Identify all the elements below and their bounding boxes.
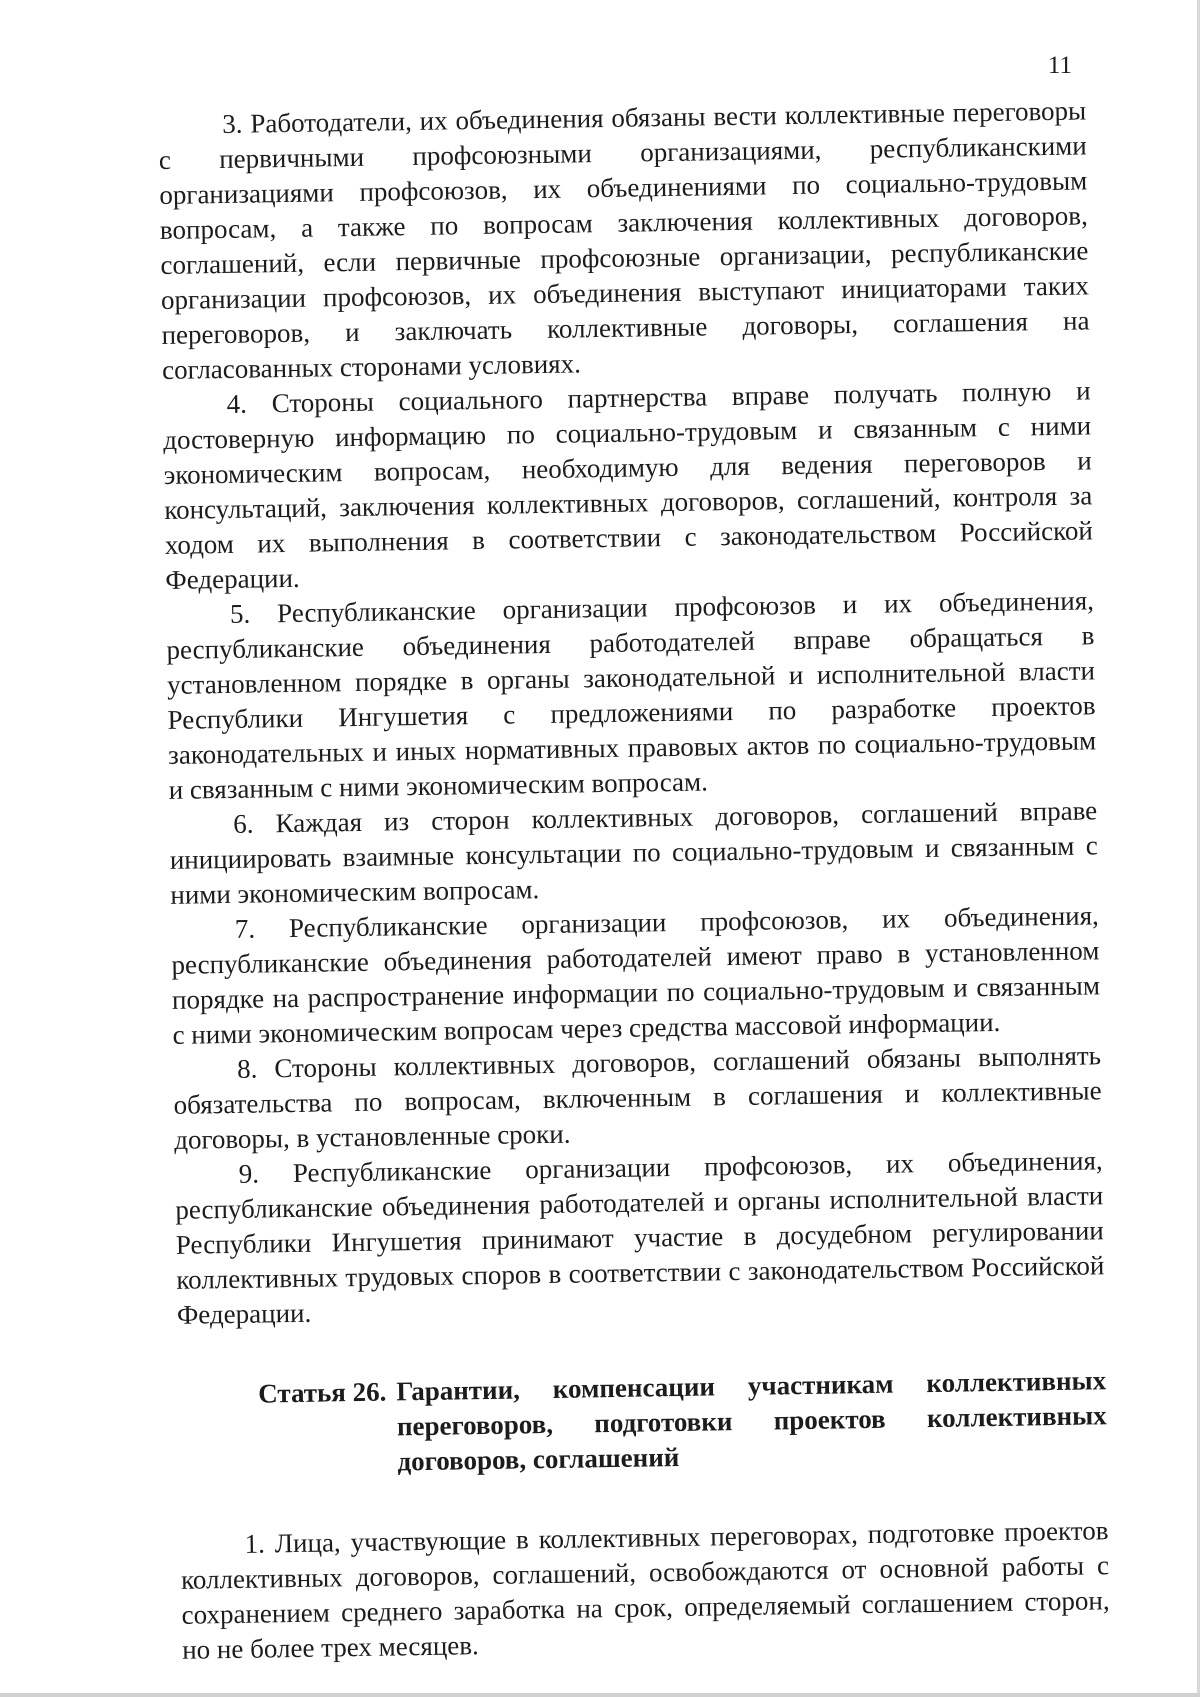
paragraph-item-6: 6. Каждая из сторон коллективных договоров, соглашений вправе инициировать взаимные консультации по социально-трудовым и связанным с ними экономическим вопросам. xyxy=(169,795,1098,910)
scan-edge-bottom xyxy=(0,1693,1200,1697)
article-number: Статья 26. xyxy=(257,1376,387,1409)
document-body xyxy=(158,93,1110,1667)
paragraph-item-8: 8. Стороны коллективных договоров, соглашений обязаны выполнять обязательства по вопросам, включенным в соглашения и коллективные договоры, в установленные сроки. xyxy=(173,1040,1102,1155)
paragraph-item-4: 4. Стороны социального партнерства вправе получать полную и достоверную информацию по социально-трудовым и связанным с ними экономическим вопросам, необходимую для ведения переговоров и консультаций, заключения коллективных договоров, соглашений, контроля за ходом их выполнения в соответствии с законодательством Российской Федерации. xyxy=(162,375,1093,595)
paragraph-item-3: 3. Работодатели, их объединения обязаны вести коллективные переговоры с первичными профсоюзными организациями, республиканскими организациями профсоюзов, их объединениями по социально-трудовым вопросам, а также по вопросам заключения коллективных договоров, соглашений, если первичные профсоюзные организации, республиканские организации профсоюзов, их объединения выступают инициаторами таких переговоров, и заключать коллективные договоры, соглашения на согласованных сторонами условиях. xyxy=(158,95,1090,385)
article-title: Гарантии, компенсации участникам коллективных переговоров, подготовки проектов коллективных договоров, соглашений xyxy=(396,1365,1107,1477)
page-number: 11 xyxy=(1047,52,1072,79)
paragraph-item-7: 7. Республиканские организации профсоюзов, их объединения, республиканские объединения работодателей имеют право в установленном порядке на распространение информации по социально-трудовым и связанным с ними экономическим вопросам через средства массовой информации. xyxy=(171,900,1101,1050)
paragraph-item-5: 5. Республиканские организации профсоюзов и их объединения, республиканские объединения работодателей вправе обращаться в установленном порядке в органы законодательной и исполнительной власти Республики Ингушетия с предложениями по разработке проектов законодательных и иных нормативных правовых актов по социально-трудовым и связанным с ними экономическим вопросам. xyxy=(166,585,1097,805)
article-paragraph-1: 1. Лица, участвующие в коллективных переговорах, подготовке проектов коллективных договоров, соглашений, освобождаются от основной работы с сохранением среднего заработка на срок, определяемый соглашением сторон, но не более трех месяцев. xyxy=(180,1515,1110,1665)
article-heading xyxy=(178,1363,1108,1483)
paragraph-item-9: 9. Республиканские организации профсоюзов, их объединения, республиканские объединения работодателей и органы исполнительной власти Республики Ингушетия принимают участие в досудебном регулировании коллективных трудовых споров в соответствии с законодательством Российской Федерации. xyxy=(175,1145,1105,1330)
